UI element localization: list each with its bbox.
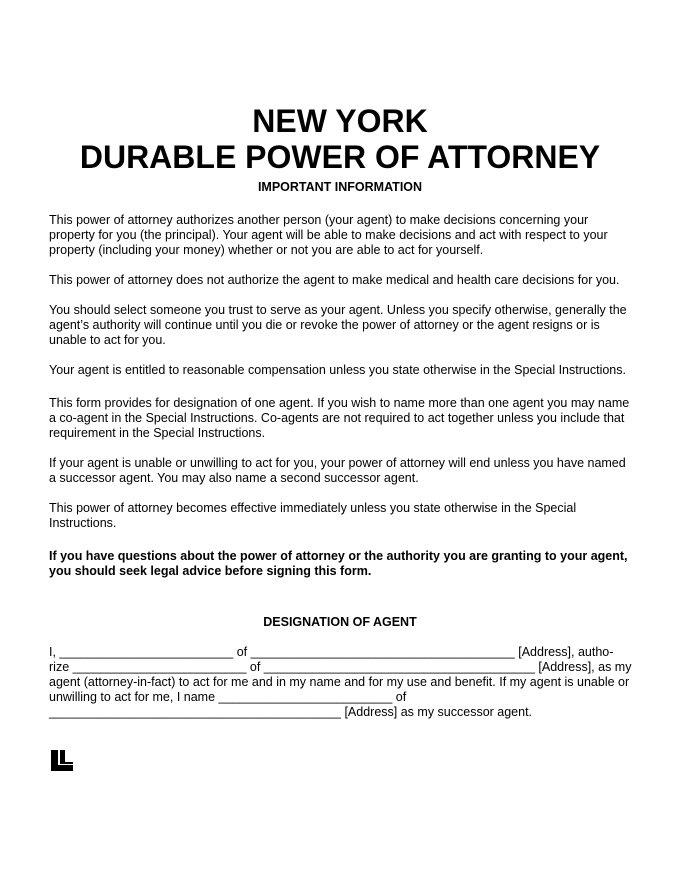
document-title: DURABLE POWER OF ATTORNEY [79, 139, 601, 175]
designation-line: rize _________________________ of _______________________________________ [Address], as my [49, 660, 632, 674]
paragraph-effective: This power of attorney becomes effective immediately unless you state otherwise in the Special Instructions. [49, 501, 577, 530]
paragraph-successor: If your agent is unable or unwilling to act for you, your power of attorney will end unless you have named a successor agent. You may also name a second successor agent. [49, 456, 626, 485]
legal-templates-logo-icon [51, 750, 73, 771]
document-title-state: NEW YORK [252, 103, 428, 139]
designation-line: unwilling to act for me, I name _________________________ of [49, 690, 407, 704]
paragraph-select-agent: You should select someone you trust to serve as your agent. Unless you specify otherwise, generally the agent’s authority will continue until you die or revoke the power of attorney or the agent resigns or is unable to act for you. [49, 303, 627, 347]
paragraph-authorization: This power of attorney authorizes another person (your agent) to make decisions concerning your property for you (the principal). Your agent will be able to make decisions and act with respect to your property (including your money) whether or not you are able to act for yourself. [49, 213, 608, 257]
paragraph-medical: This power of attorney does not authorize the agent to make medical and health care decisions for you. [49, 273, 620, 287]
designation-line: agent (attorney-in-fact) to act for me and in my name and for my use and benefit. If my agent is unable or [49, 675, 630, 689]
designation-line: I, _________________________ of ______________________________________ [Address], autho- [49, 645, 614, 659]
designation-of-agent-heading: DESIGNATION OF AGENT [263, 615, 417, 629]
important-information-heading: IMPORTANT INFORMATION [257, 180, 423, 194]
paragraph-co-agent: This form provides for designation of one agent. If you wish to name more than one agent you may name a co-agent in the Special Instructions. Co-agents are not required to act together unless you include that requirement in the Special Instructions. [49, 396, 630, 440]
designation-line: __________________________________________ [Address] as my successor agent. [49, 705, 533, 719]
paragraph-compensation: Your agent is entitled to reasonable compensation unless you state otherwise in the Special Instructions. [49, 363, 626, 377]
paragraph-legal-advice: If you have questions about the power of attorney or the authority you are granting to your agent, you should seek legal advice before signing this form. [49, 549, 628, 578]
